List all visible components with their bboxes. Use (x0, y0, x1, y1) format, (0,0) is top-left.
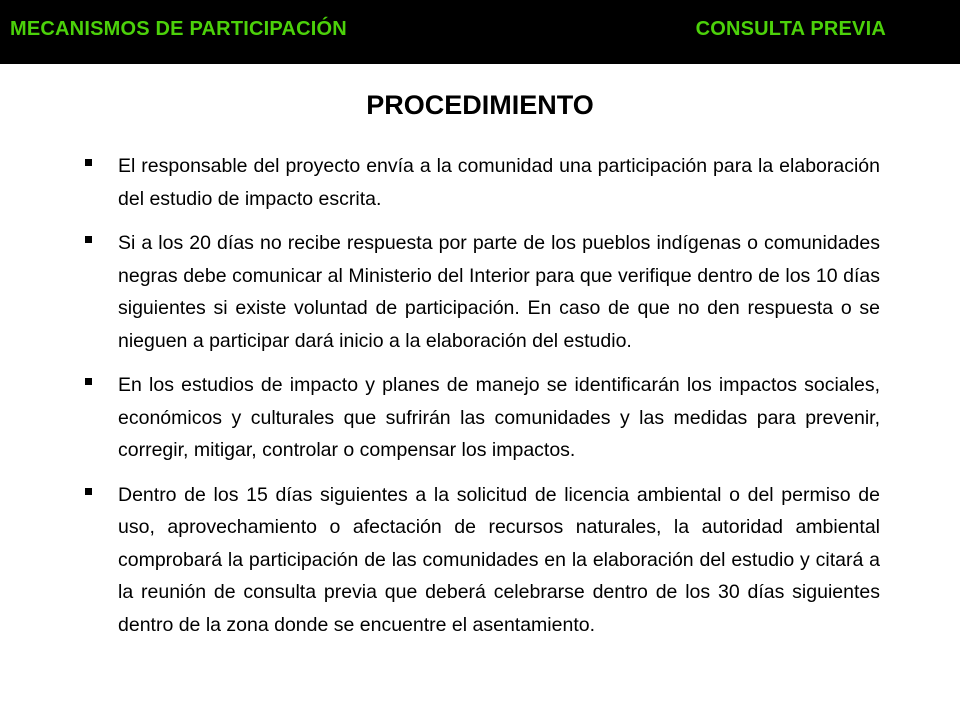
list-item (80, 227, 880, 357)
page-title: PROCEDIMIENTO (366, 90, 594, 120)
bullet-text: En los estudios de impacto y planes de manejo se identificarán los impactos sociales, económicos y culturales que sufrirán las comunidades y las medidas para prevenir, corregir, mitigar, controlar o compensar los impactos. (118, 374, 880, 461)
square-bullet-icon (85, 488, 92, 495)
bullet-text: El responsable del proyecto envía a la comunidad una participación para la elaboración del estudio de impacto escrita. (118, 155, 880, 210)
square-bullet-icon (85, 159, 92, 166)
bullet-list (80, 150, 880, 653)
bullet-text: Si a los 20 días no recibe respuesta por parte de los pueblos indígenas o comunidades negras debe comunicar al Ministerio del Interior para que verifique dentro de los 10 días siguientes si existe voluntad de participación. En caso de que no den respuesta o se nieguen a participar dará inicio a la elaboración del estudio. (118, 232, 880, 352)
square-bullet-icon (85, 236, 92, 243)
square-bullet-icon (85, 378, 92, 385)
list-item (80, 479, 880, 642)
header-right-title: CONSULTA PREVIA (695, 18, 886, 40)
header-left-title: MECANISMOS DE PARTICIPACIÓN (10, 18, 347, 40)
list-item (80, 369, 880, 467)
list-item (80, 150, 880, 215)
header-bar (0, 0, 960, 64)
bullet-text: Dentro de los 15 días siguientes a la solicitud de licencia ambiental o del permiso de uso, aprovechamiento o afectación de recursos naturales, la autoridad ambiental comprobará la participación de las comunidades en la elaboración del estudio y citará a la reunión de consulta previa que deberá celebrarse dentro de los 30 días siguientes dentro de la zona donde se encuentre el asentamiento. (118, 483, 880, 636)
